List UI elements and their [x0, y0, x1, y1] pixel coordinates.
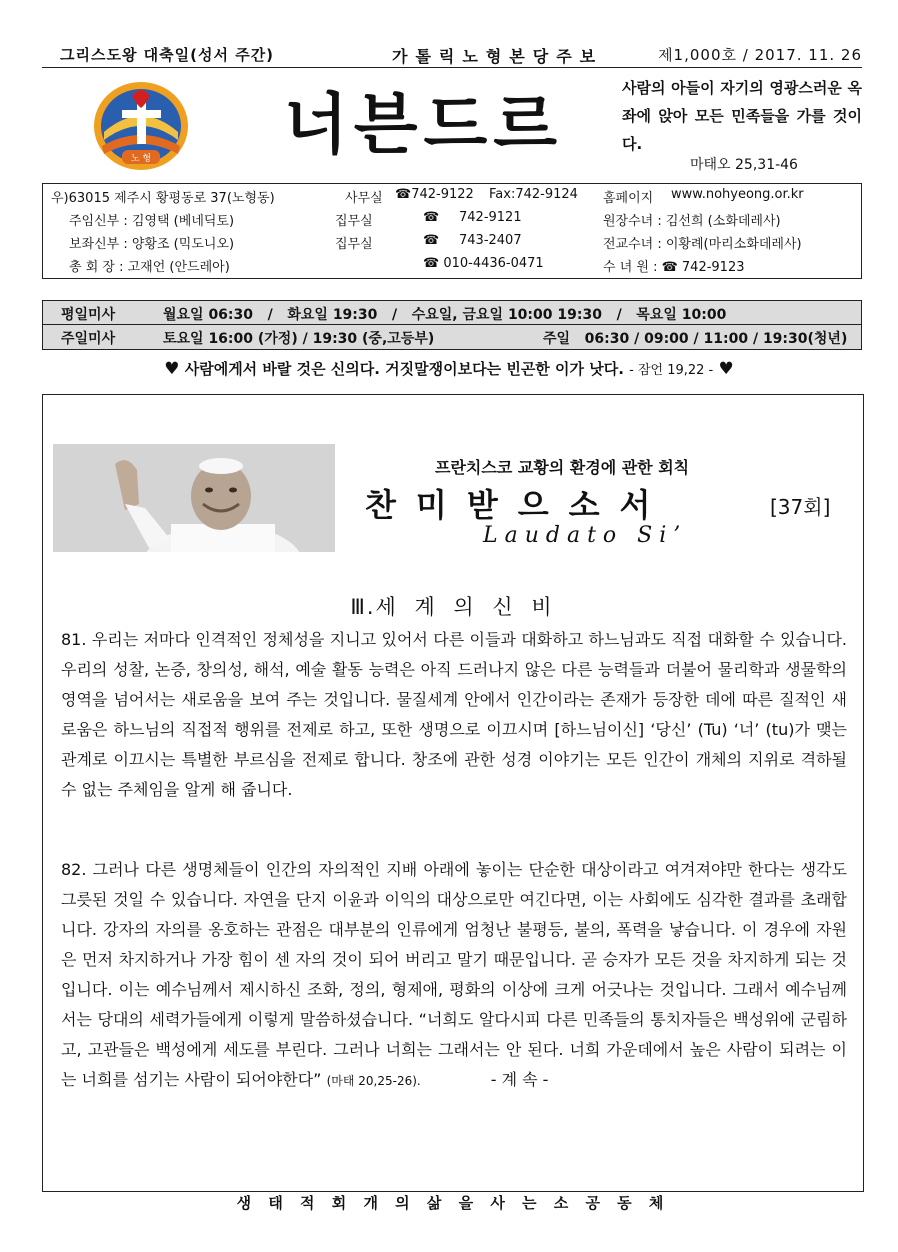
missionary-sister-name: 전교수녀 : 이황례(마리소화데레사): [603, 237, 802, 252]
paragraph-82-text: 82. 그러나 다른 생명체들이 인간의 자의적인 지배 아래에 놓이는 단순한 대상이라고 여겨져야만 한다는 생각도 그릇된 것일 수 있습니다. 자연을 단지 이윤과 이익의 대상으로만 여긴다면, 이는 사회에도 심각한 결과를 초래합니다. 강자의 자의를 옹호하는 관점은 대부분의 인류에게 엄청난 불평등, 불의, 폭력을 낳습니다. 이 경우에 자원은 먼저 차지하거나 가장 힘이 센 자의 것이 되어 버리고 말기 때문입니다. 곧 승자가 모든 것을 차지하게 되는 것입니다. 이는 예수님께서 제시하신 조화, 정의, 형제애, 평화의 이상에 크게 어긋나는 것입니다. 그래서 예수님께서는 당대의 세력가들에게 이렇게 말씀하셨습니다. “너희도 알다시피 다른 민족들의 통치자들은 백성위에 군림하고, 고관들은 백성에게 세도를 부린다. 그러나 너희는 그래서는 안 된다. 너희 가운데에서 높은 사람이 되려는 이는 너희를 섬기는 사람이 되어야한다”: [61, 860, 847, 1089]
series-part-number: [37회]: [770, 495, 831, 519]
superior-name: 원장수녀 : 김선희 (소화데레사): [603, 214, 781, 229]
sunday-mass-label: 주일미사: [61, 331, 116, 347]
pastor-phone: 742-9121: [459, 210, 522, 225]
phone-icon: ☎: [423, 210, 440, 225]
heart-icon: ♥: [718, 359, 734, 379]
president-phone: ☎ 010-4436-0471: [423, 256, 544, 271]
logo-text: 노 형: [130, 154, 152, 164]
footer-motto: 생 태 적 회 개 의 삶 을 사 는 소 공 동 체: [236, 1194, 670, 1212]
gospel-quote: 사람의 아들이 자기의 영광스러운 옥좌에 앉아 모든 민족들을 가를 것이다.: [622, 79, 862, 153]
parish-logo: [92, 80, 190, 172]
paragraph-82: [61, 855, 847, 1096]
sunday-mass-row: [43, 325, 861, 349]
office-phone: ☎742-9122: [395, 187, 474, 202]
convent-phone: 수 녀 원 : ☎ 742-9123: [603, 260, 745, 275]
article-box: [42, 394, 864, 1192]
assistant-phone: 743-2407: [459, 233, 522, 248]
to-be-continued: - 계 속 -: [490, 1070, 549, 1089]
section-heading: [43, 591, 865, 621]
assistant-office-label: 집무실: [335, 237, 373, 252]
pastor-office-label: 집무실: [335, 214, 373, 229]
encyclical-latin-title: Laudato Si’: [483, 523, 688, 548]
pope-photo: [53, 444, 335, 552]
heart-icon: ♥: [164, 359, 180, 379]
bulletin-name: 가톨릭노형본당주보: [392, 47, 604, 66]
sunday-mass-times: 주일 06:30 / 09:00 / 11:00 / 19:30(청년): [543, 331, 848, 347]
section-number: Ⅲ.: [350, 595, 376, 619]
gospel-quote-ref: 마태오 25,31-46: [690, 157, 798, 173]
encyclical-subtitle: 프란치스코 교황의 환경에 관한 회칙: [435, 458, 690, 477]
homepage-link[interactable]: www.nohyeong.or.kr: [671, 187, 804, 202]
weekday-mass-label: 평일미사: [61, 307, 116, 323]
parish-info-box: [42, 183, 862, 279]
issue-number-date: 제1,000호 / 2017. 11. 26: [658, 46, 862, 64]
paragraph-82-reference: (마태 20,25-26).: [326, 1074, 421, 1088]
section-title: 세 계 의 신 비: [375, 595, 558, 619]
phone-icon: ☎: [423, 233, 440, 248]
weekday-mass-row: [43, 301, 861, 325]
proverb-text: 사람에게서 바랄 것은 신의다. 거짓말쟁이보다는 빈곤한 이가 낫다.: [184, 360, 624, 378]
office-label: 사무실: [345, 191, 383, 206]
masthead-title: 너븐드르: [284, 86, 564, 163]
proverb-source: - 잠언 19,22 -: [629, 363, 714, 378]
encyclical-title: 찬미받으소서: [365, 486, 671, 524]
issue-header: [42, 44, 862, 68]
saturday-mass-times: 토요일 16:00 (가정) / 19:30 (중,고등부): [163, 331, 435, 347]
proverb-line: [0, 358, 898, 379]
paragraph-81: 81. 우리는 저마다 인격적인 정체성을 지니고 있어서 다른 이들과 대화하고 하느님과도 직접 대화할 수 있습니다. 우리의 성찰, 논증, 창의성, 해석, 예술 활동 능력은 아직 드러나지 않은 다른 능력들과 더불어 물리학과 생물학의 영역을 넘어서는 새로움을 보여 주는 것입니다. 물질세계 안에서 인간이라는 존재가 등장한 데에 따른 질적인 새로움은 하느님의 직접적 행위를 전제로 하고, 또한 생명으로 이끄시며 [하느님이신] ‘당신’ (Tu) ‘너’ (tu)가 맺는 관계로 이끄시는 특별한 부르심을 전제로 합니다. 창조에 관한 성경 이야기는 모든 인간이 개체의 지위로 격하될 수 없는 주체임을 알게 해 줍니다.: [61, 630, 847, 799]
pastor-name: 주임신부 : 김영택 (베네딕토): [69, 214, 235, 229]
feast-title: 그리스도왕 대축일(성서 주간): [60, 46, 275, 64]
assistant-name: 보좌신부 : 양황조 (믹도니오): [69, 237, 235, 252]
council-president-name: 총 회 장 : 고재언 (안드레아): [69, 260, 230, 275]
weekday-mass-times: 월요일 06:30 / 화요일 19:30 / 수요일, 금요일 10:00 19:30 / 목요일 10:00: [163, 307, 727, 323]
homepage-label: 홈페이지: [603, 191, 654, 206]
office-fax: Fax:742-9124: [489, 187, 578, 202]
mass-schedule: [42, 300, 862, 350]
parish-address: 우)63015 제주시 황평동로 37(노형동): [51, 191, 275, 206]
